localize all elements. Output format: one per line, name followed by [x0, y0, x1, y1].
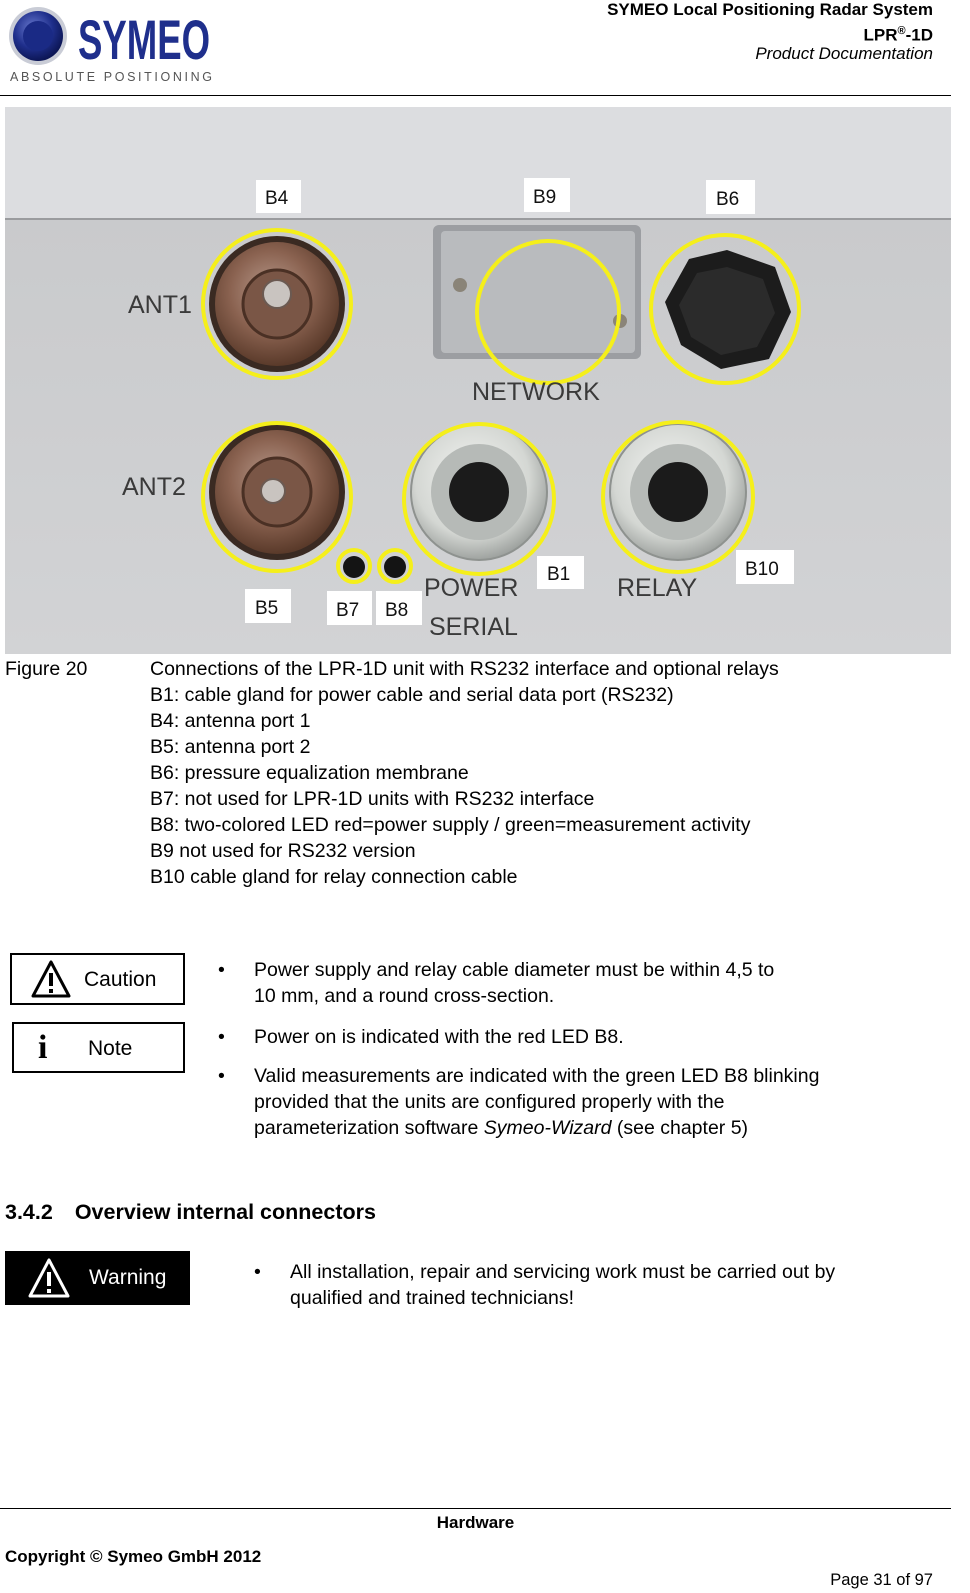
label-power: POWER	[424, 574, 519, 602]
note-box	[12, 1022, 185, 1073]
callout-b4	[256, 180, 301, 213]
caption-line: B1: cable gland for power cable and serial data port (RS232)	[150, 684, 674, 706]
caption-line: B7: not used for LPR-1D units with RS232 interface	[150, 788, 595, 810]
logo-tagline: ABSOLUTE POSITIONING	[10, 70, 212, 84]
section-heading: 3.4.2 Overview internal connectors	[5, 1200, 376, 1224]
footer-section: Hardware	[436, 1513, 515, 1532]
header-product: LPR®-1D	[863, 25, 933, 45]
warning-box	[5, 1251, 190, 1305]
info-icon: i	[38, 1029, 48, 1066]
caution-label: Caution	[84, 968, 157, 991]
header-divider	[0, 95, 951, 96]
svg-text:B4: B4	[265, 188, 289, 209]
note-label: Note	[88, 1037, 133, 1060]
logo-wordmark: SYMEO	[78, 8, 210, 71]
label-ant2: ANT2	[122, 473, 186, 501]
header-doc-type: Product Documentation	[755, 44, 933, 63]
svg-text:B1: B1	[547, 564, 571, 585]
svg-text:B9: B9	[533, 187, 557, 208]
svg-text:B10: B10	[745, 559, 779, 580]
caption-line: B6: pressure equalization membrane	[150, 762, 469, 784]
caption-line: B4: antenna port 1	[150, 710, 311, 732]
relay-cable-gland	[610, 424, 746, 560]
callout-b10	[736, 550, 794, 584]
footer-divider	[0, 1508, 951, 1509]
header-title: SYMEO Local Positioning Radar System	[607, 0, 933, 19]
callout-b6	[706, 180, 755, 214]
svg-text:B6: B6	[716, 189, 740, 210]
power-serial-cable-gland	[411, 424, 547, 560]
warning-triangle-icon	[30, 959, 72, 999]
caption-line: B10 cable gland for relay connection cable	[150, 866, 518, 888]
callout-b8	[376, 591, 422, 625]
caution-box	[10, 953, 185, 1005]
callout-b1	[537, 556, 584, 589]
ant1-connector	[209, 236, 345, 372]
caption-line: B8: two-colored LED red=power supply / green=measurement activity	[150, 814, 751, 836]
label-relay: RELAY	[617, 574, 698, 602]
label-network: NETWORK	[472, 378, 600, 406]
ant2-connector	[209, 424, 345, 560]
figure-title: Connections of the LPR-1D unit with RS232 interface and optional relays	[150, 658, 779, 680]
warning-label: Warning	[89, 1266, 167, 1289]
symeo-logo	[6, 4, 216, 84]
callout-b7	[327, 591, 372, 625]
connector-panel-photo	[5, 107, 951, 654]
caption-line: B9 not used for RS232 version	[150, 840, 416, 862]
svg-text:B7: B7	[336, 600, 360, 621]
callout-b9	[524, 178, 570, 212]
footer-page-number: Page 31 of 97	[830, 1571, 933, 1589]
svg-text:B5: B5	[255, 598, 279, 619]
svg-text:B8: B8	[385, 600, 409, 621]
footer-copyright: Copyright © Symeo GmbH 2012	[5, 1547, 262, 1566]
led-b8	[384, 556, 406, 578]
caption-line: B5: antenna port 2	[150, 736, 311, 758]
warning-triangle-icon	[27, 1257, 71, 1299]
callout-b5	[245, 589, 291, 623]
led-b7	[343, 556, 365, 578]
figure-label: Figure 20	[5, 658, 88, 680]
label-ant1: ANT1	[128, 291, 192, 319]
network-cover-plate	[433, 225, 641, 359]
label-serial: SERIAL	[429, 613, 518, 641]
